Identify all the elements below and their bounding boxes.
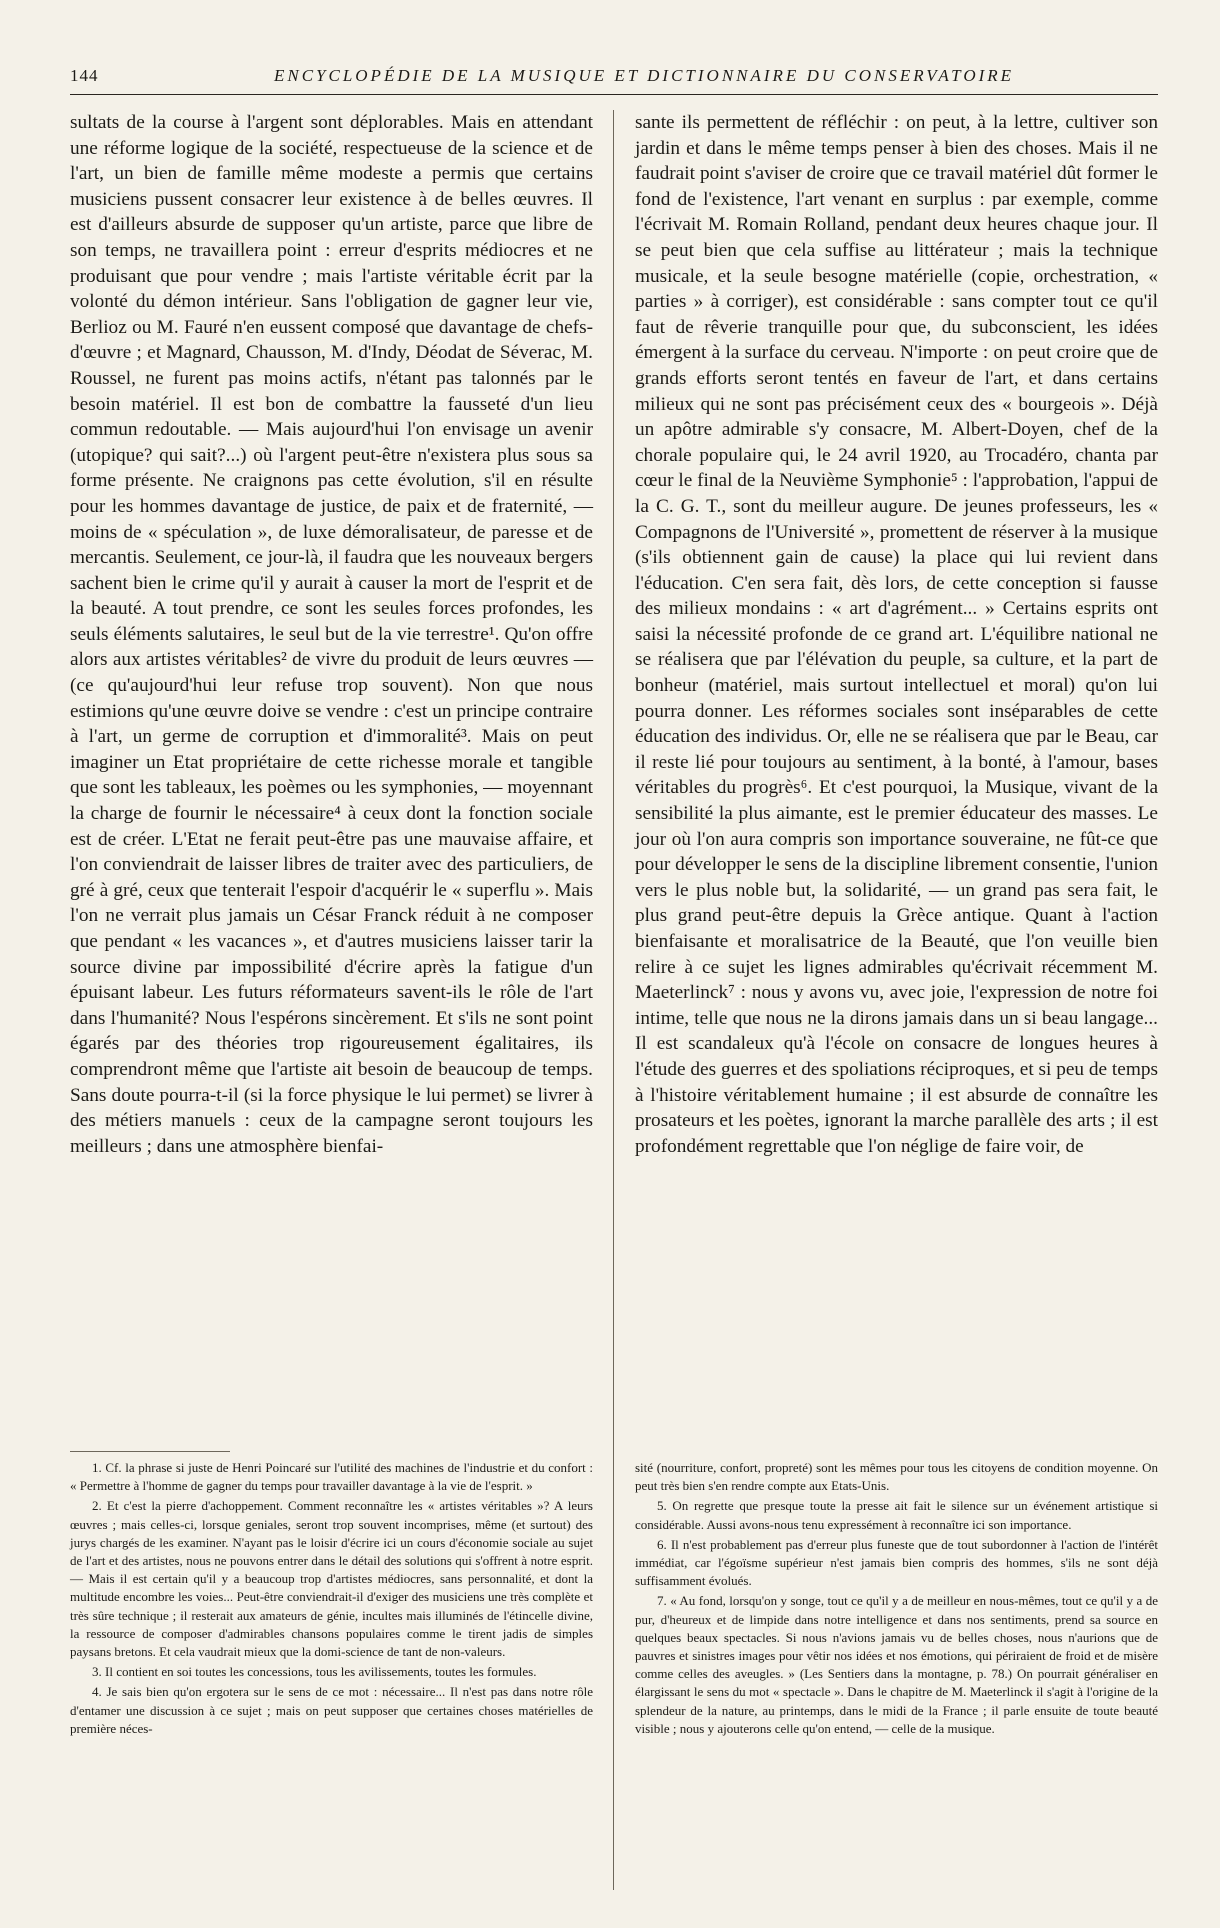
footnote: 7. « Au fond, lorsqu'on y songe, tout ce qu'il y a de meilleur en nous-mêmes, tout ce qu'il y a de pur, d'heureux et de limpide dans notre intelligence et dans nos sentiments, prend sa source en quelques beaux spectacles. Si nous n'avions jamais vu de belles choses, nous n'aurions que de pauvres et sinistres images pour vêtir nos idées et nos émotions, qui périraient de froid et de misère comme celles des aveugles. » (Les Sentiers dans la montagne, p. 78.) On pourrait généraliser en élargissant le sens du mot « spectacle ». Dans le chapitre de M. Maeterlinck il s'agit à l'origine de la splendeur de la nature, au printemps, dans le midi de la France ; il parle ensuite de toute beauté visible ; nous y ajouterons celle qu'on entend, — celle de la musique. xyxy=(635,1593,1158,1736)
footnotes-left xyxy=(70,1459,593,1740)
page-number: 144 xyxy=(70,66,99,85)
page xyxy=(70,58,1158,1878)
right-column xyxy=(635,110,1158,1446)
footnote: 4. Je sais bien qu'on ergotera sur le sens de ce mot : nécessaire... Il n'est pas dans notre rôle d'entamer une discussion à ce sujet ; mais on peut supposer que certaines choses matérielles de première néces- xyxy=(70,1684,593,1736)
right-column-text: sante ils permettent de réfléchir : on peut, à la lettre, cultiver son jardin et dans le même temps penser à bien des choses. Mais il ne faudrait point s'aviser de croire que ce travail matériel dût former le fond de l'existence, l'art venant en surplus : par exemple, comme l'écrivait M. Romain Rolland, pendant deux heures chaque jour. Il se peut bien que cela suffise au littérateur ; mais la technique musicale, et la seule besogne matérielle (copie, orchestration, « parties » à corriger), est considérable : sans compter tout ce qu'il faut de rêverie tranquille pour que, du subconscient, les idées émergent à la surface du cerveau. N'importe : on peut croire que de grands efforts seront tentés en faveur de l'art, et dans certains milieux qui ne sont pas précisément ceux des « bourgeois ». Déjà un apôtre admirable s'y consacre, M. Albert-Doyen, chef de la chorale populaire qui, le 24 avril 1920, au Trocadéro, chanta par cœur le final de la Neuvième Symphonie⁵ : l'approbation, l'appui de la C. G. T., sont du meilleur augure. De jeunes professeurs, les « Compagnons de l'Université », promettent de réserver à la musique (s'ils obtiennent gain de cause) la place qui lui revient dans l'éducation. C'en sera fait, dès lors, de cette conception si fausse des milieux mondains : « art d'agrément... » Certains esprits ont saisi la nécessité profonde de ce grand art. L'équilibre national ne se réalisera que par l'élévation du peuple, sa culture, et la part de bonheur (matériel, mais surtout intellectuel et moral) qu'on lui pourra donner. Les réformes sociales sont inséparables de cette éducation des individus. Or, elle ne se réalisera que par le Beau, car il reste lié pour toujours au sentiment, à la bonté, à l'amour, bases véritables du progrès⁶. Et c'est pourquoi, la Musique, vivant de la sensibilité la plus aimante, est le premier éducateur des masses. Le jour où l'on aura compris son importance souveraine, ne fût-ce que pour développer le sens de la discipline librement consentie, l'union vers le plus noble but, la solidarité, — un grand pas sera fait, le plus grand peut-être depuis la Grèce antique. Quant à l'action bienfaisante et moralisatrice de la Beauté, que l'on veuille bien relire à ce sujet les lignes admirables qu'écrivait récemment M. Maeterlinck⁷ : nous y avons vu, avec joie, l'expression de notre foi intime, telle que nous ne la dirons jamais dans un si beau langage... Il est scandaleux qu'à l'école on consacre de longues heures à l'étude des guerres et des spoliations réciproques, et si peu de temps à l'histoire véritablement humaine ; il est absurde de connaître les prosateurs et les poètes, ignorant la marche parallèle des arts ; il est profondément regrettable que l'on néglige de faire voir, de xyxy=(635,112,1158,1157)
footnotes-right xyxy=(635,1459,1158,1740)
footnote: 1. Cf. la phrase si juste de Henri Poincaré sur l'utilité des machines de l'industrie et du confort : « Permettre à l'homme de gagner du temps pour travailler davantage à la vie de l'esprit. » xyxy=(70,1460,593,1494)
left-column xyxy=(70,110,593,1446)
running-head xyxy=(70,58,1158,95)
footnote: 3. Il contient en soi toutes les concessions, tous les avilissements, toutes les formules. xyxy=(92,1664,537,1680)
footnote: 2. Et c'est la pierre d'achoppement. Comment reconnaître les « artistes véritables »? A leurs œuvres ; mais celles-ci, lorsque geniales, seront trop souvent incomprises, même (et surtout) des jurys chargés de les examiner. N'ayant pas le loisir d'écrire ici un cours d'économie sociale au sujet de l'art et des artistes, nous ne pouvons entrer dans le détail des solutions qui s'offrent à notre esprit. — Mais il est certain qu'il y a beaucoup trop d'artistes médiocres, sans personnalité, et dont la multitude encombre les voies... Peut-être conviendrait-il d'exiger des musiciens une très complète et très sûre technique ; il resterait aux amateurs de génie, incultes mais illuminés de l'étincelle divine, la ressource de composer d'admirables chansons populaires comme le tirent jadis de simples paysans bretons. Et cela vaudrait mieux que la domi-science de tant de non-valeurs. xyxy=(70,1498,593,1660)
footnotes xyxy=(70,1458,1158,1859)
left-column-text: sultats de la course à l'argent sont déplorables. Mais en attendant une réforme logique de la société, respectueuse de la science et de l'art, un bien de famille même modeste a permis que certains musiciens pussent consacrer leur existence à de belles œuvres. Il est d'ailleurs absurde de supposer qu'un artiste, parce que libre de son temps, ne travaillera point : erreur d'esprits médiocres et ne produisant que pour vendre ; mais l'artiste véritable écrit par la volonté du démon intérieur. Sans l'obligation de gagner leur vie, Berlioz ou M. Fauré n'en eussent composé que davantage de chefs-d'œuvre ; et Magnard, Chausson, M. d'Indy, Déodat de Séverac, M. Roussel, ne furent pas moins actifs, n'étant pas talonnés par le besoin matériel. Il est bon de combattre la fausseté d'un lieu commun redoutable. — Mais aujourd'hui l'on envisage un avenir (utopique? qui sait?...) où l'argent peut-être n'existera plus sous sa forme présente. Ne craignons pas cette évolution, s'il en résulte pour les hommes davantage de justice, de paix et de fraternité, — moins de « spéculation », de luxe démoralisateur, de paresse et de mercantis. Seulement, ce jour-là, il faudra que les nouveaux bergers sachent bien le crime qu'il y aurait à causer la mort de l'esprit et de la beauté. A tout prendre, ce sont les seules forces profondes, les seuls éléments salutaires, le seul but de la vie terrestre¹. Qu'on offre alors aux artistes véritables² de vivre du produit de leurs œuvres — (ce qu'aujourd'hui leur refuse trop souvent). Non que nous estimions qu'une œuvre doive se vendre : c'est un principe contraire à l'art, un germe de corruption et d'immoralité³. Mais on peut imaginer un Etat propriétaire de cette richesse morale et tangible que sont les tableaux, les poèmes ou les symphonies, — moyennant la charge de fournir le nécessaire⁴ à ceux dont la fonction sociale est de créer. L'Etat ne ferait peut-être pas une mauvaise affaire, et l'on conviendrait de laisser libres de traiter avec des particuliers, de gré à gré, ceux que tenterait l'espoir d'acquérir le « superflu ». Mais l'on ne verrait plus jamais un César Franck réduit à ne composer que pendant « les vacances », et d'autres musiciens laisser tarir la source divine par impossibilité d'écrire après la fatigue d'un épuisant labeur. Les futurs réformateurs savent-ils le rôle de l'art dans l'humanité? Nous l'espérons sincèrement. Et s'ils ne sont point égarés par des théories trop rigoureusement égalitaires, ils comprendront même que l'artiste ait besoin de beaucoup de temps. Sans doute pourra-t-il (si la force physique le lui permet) se livrer à des métiers manuels : ceux de la campagne seront toujours les meilleurs ; dans une atmosphère bienfai- xyxy=(70,112,593,1157)
footnote: 5. On regrette que presque toute la presse ait fait le silence sur un événement artistique si considérable. Aussi avons-nous tenu expressément à reconnaître ici son importance. xyxy=(635,1498,1158,1532)
footnote: 6. Il n'est probablement pas d'erreur plus funeste que de tout subordonner à l'action de l'intérêt immédiat, car l'égoïsme supérieur n'est jamais bien compris des hommes, s'ils ne sont déjà suffisamment évolués. xyxy=(635,1536,1158,1589)
body-columns xyxy=(70,110,1158,1446)
footnote-rule xyxy=(70,1451,230,1452)
footnote-continued: sité (nourriture, confort, propreté) sont les mêmes pour tous les citoyens de condition moyenne. On peut très bien s'en rendre compte aux Etats-Unis. xyxy=(635,1460,1158,1494)
running-title: ENCYCLOPÉDIE DE LA MUSIQUE ET DICTIONNAIRE DU CONSERVATOIRE xyxy=(273,66,1015,85)
